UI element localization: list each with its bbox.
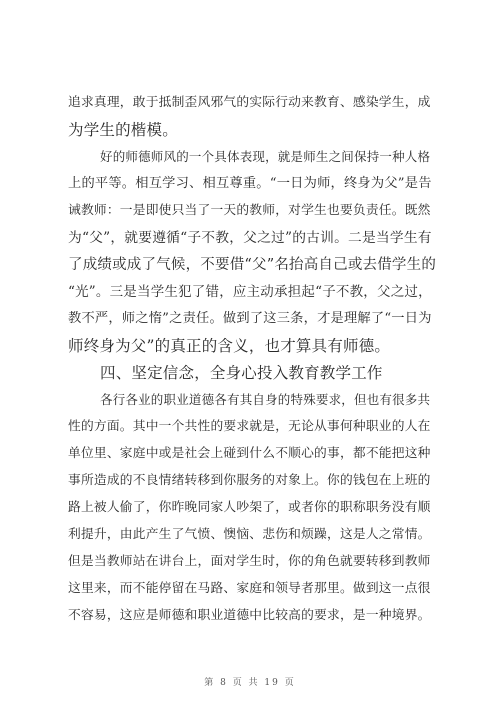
- section-heading: 四、坚定信念，全身心投入教育教学工作: [100, 364, 383, 382]
- page-number-footer: 第 8 页 共 19 页: [204, 678, 296, 688]
- body-text-line: 好的师德师风的一个具体表现，就是师生之间保持一种人格: [100, 149, 431, 164]
- body-text-line: 各行各业的职业道德各有其自身的特殊要求，但也有很多共: [100, 392, 431, 407]
- body-text-line: 但是当教师站在讲台上，面对学生时，你的角色就要转移到教师: [68, 554, 431, 569]
- body-text-line: 不容易，这应是师德和职业道德中比较高的要求，是一种境界。: [68, 608, 431, 623]
- body-text-line: 路上被人偷了，你昨晚同家人吵架了，或者你的职称职务没有顺: [68, 500, 431, 515]
- body-text-line: 为学生的楷模。: [68, 121, 178, 139]
- body-text-line: 诫教师：一是即使只当了一天的教师，对学生也要负责任。既然: [68, 203, 431, 218]
- body-text-line: 为“父”，就要遵循“子不教，父之过”的古训。二是当学生有: [68, 230, 432, 246]
- body-text-line: 性的方面。其中一个共性的要求就是，无论从事何种职业的人在: [68, 419, 431, 434]
- body-text-line: 这里来，而不能停留在马路、家庭和领导者那里。做到这一点很: [68, 581, 431, 596]
- body-text-line: 了成绩或成了气候，不要借“父”名抬高自己或去借学生的: [68, 257, 437, 273]
- body-text-line: “光”。三是当学生犯了错，应主动承担起“子不教，父之过，: [68, 284, 432, 300]
- body-text-line: 单位里、家庭中或是社会上碰到什么不顺心的事，都不能把这种: [68, 446, 431, 461]
- body-text-line: 教不严，师之惰”之责任。做到了这三条，才是理解了“一日为: [68, 311, 432, 326]
- body-text-line: 利提升，由此产生了气愤、懊恼、悲伤和烦躁，这是人之常情。: [68, 527, 431, 542]
- body-text-line: 事所造成的不良情绪转移到你服务的对象上。你的钱包在上班的: [68, 473, 431, 488]
- body-text-line: 师终身为父”的真正的含义，也才算具有师德。: [68, 337, 391, 355]
- body-text-line: 上的平等。相互学习、相互尊重。“一日为师，终身为父”是告: [68, 176, 432, 191]
- body-text-line: 追求真理，敢于抵制歪风邪气的实际行动来教育、感染学生，成: [68, 95, 431, 110]
